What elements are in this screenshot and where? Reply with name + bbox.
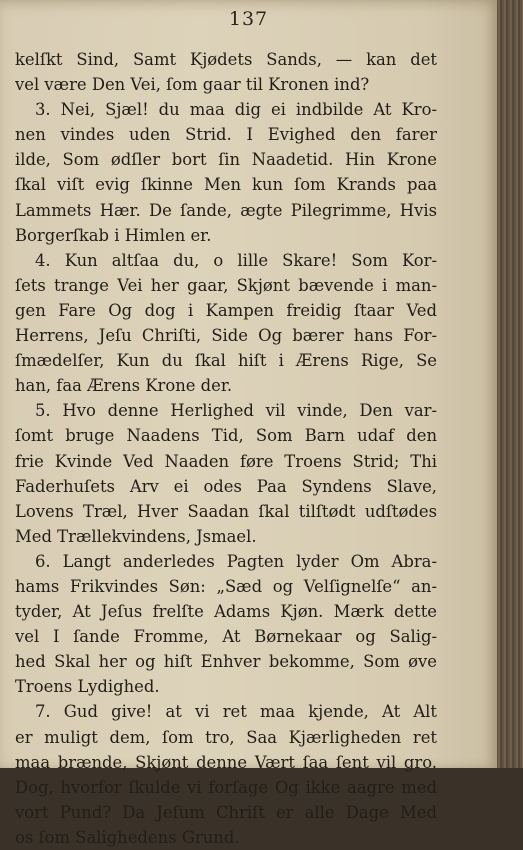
text-line: maa brænde, Skjønt denne Vært ſaa ſent vil gro. [15,752,437,772]
text-line: tyder, At Jeſus frelſte Adams Kjøn. Mærk dette [15,602,437,622]
text-line: ſets trange Vei her gaar, Skjønt bævende i man- [15,275,437,295]
text-line: ilde, Som ødſler bort ſin Naadetid. Hin Krone [15,150,437,170]
text-line: 4. Kun altſaa du, o lille Skare! Som Kor- [35,250,437,270]
text-line: er muligt dem, ſom tro, Saa Kjærligheden ret [15,727,437,747]
text-line: Dog, hvorfor ſkulde vi forſage Og ikke aagre med [15,777,437,797]
text-line: Troens Lydighed. [15,677,160,697]
text-line: Lammets Hær. De ſande, ægte Pilegrimme, Hvis [15,200,437,220]
text-line: vel I ſande Fromme, At Børnekaar og Salig- [15,627,437,647]
text-line: 5. Hvo denne Herlighed vil vinde, Den var- [35,401,437,421]
text-line: nen vindes uden Strid. I Evighed den farer [15,125,437,145]
text-line: gen Fare Og dog i Kampen freidig ſtaar Ved [15,300,437,320]
text-line: 3. Nei, Sjæl! du maa dig ei indbilde At Kro- [35,100,437,120]
text-line: vort Pund? Da Jeſum Chriſt er alle Dage Med [15,802,437,822]
text-line: kelſkt Sind, Samt Kjødets Sands, — kan det [15,50,437,69]
text-line: hed Skal her og hiſt Enhver bekomme, Som øve [15,652,437,672]
hymn-text [15,47,437,850]
text-line: hams Frikvindes Søn: „Sæd og Velſignelſe“ an- [15,576,437,596]
text-line: han, faa Ærens Krone der. [15,376,233,396]
page-number: 137 [228,8,269,30]
book-binding-edge [497,0,523,768]
text-line: 6. Langt anderledes Pagten lyder Om Abra- [35,551,437,571]
text-line: frie Kvinde Ved Naaden føre Troens Strid; Thi [15,451,437,471]
text-line: ſmædelſer, Kun du ſkal hiſt i Ærens Rige, Se [15,351,437,371]
text-line: 7. Gud give! at vi ret maa kjende, At Alt [35,702,437,722]
text-line: os ſom Salighedens Grund. [15,827,240,847]
text-line: Herrens, Jeſu Chriſti, Side Og bærer hans For- [15,326,437,346]
text-line: vel være Den Vei, ſom gaar til Kronen ind? [15,75,370,95]
text-line: Borgerſkab i Himlen er. [15,225,212,245]
text-line: ſkal viſt evig ſkinne Men kun ſom Krands paa [15,175,437,195]
text-line: Faderhuſets Arv ei odes Paa Syndens Slave, [15,476,437,496]
text-line: Lovens Træl, Hver Saadan ſkal tilſtødt udſtødes [15,501,437,521]
text-line: ſomt bruge Naadens Tid, Som Barn udaf den [15,426,437,446]
text-line: Med Trællekvindens, Jsmael. [15,526,257,546]
